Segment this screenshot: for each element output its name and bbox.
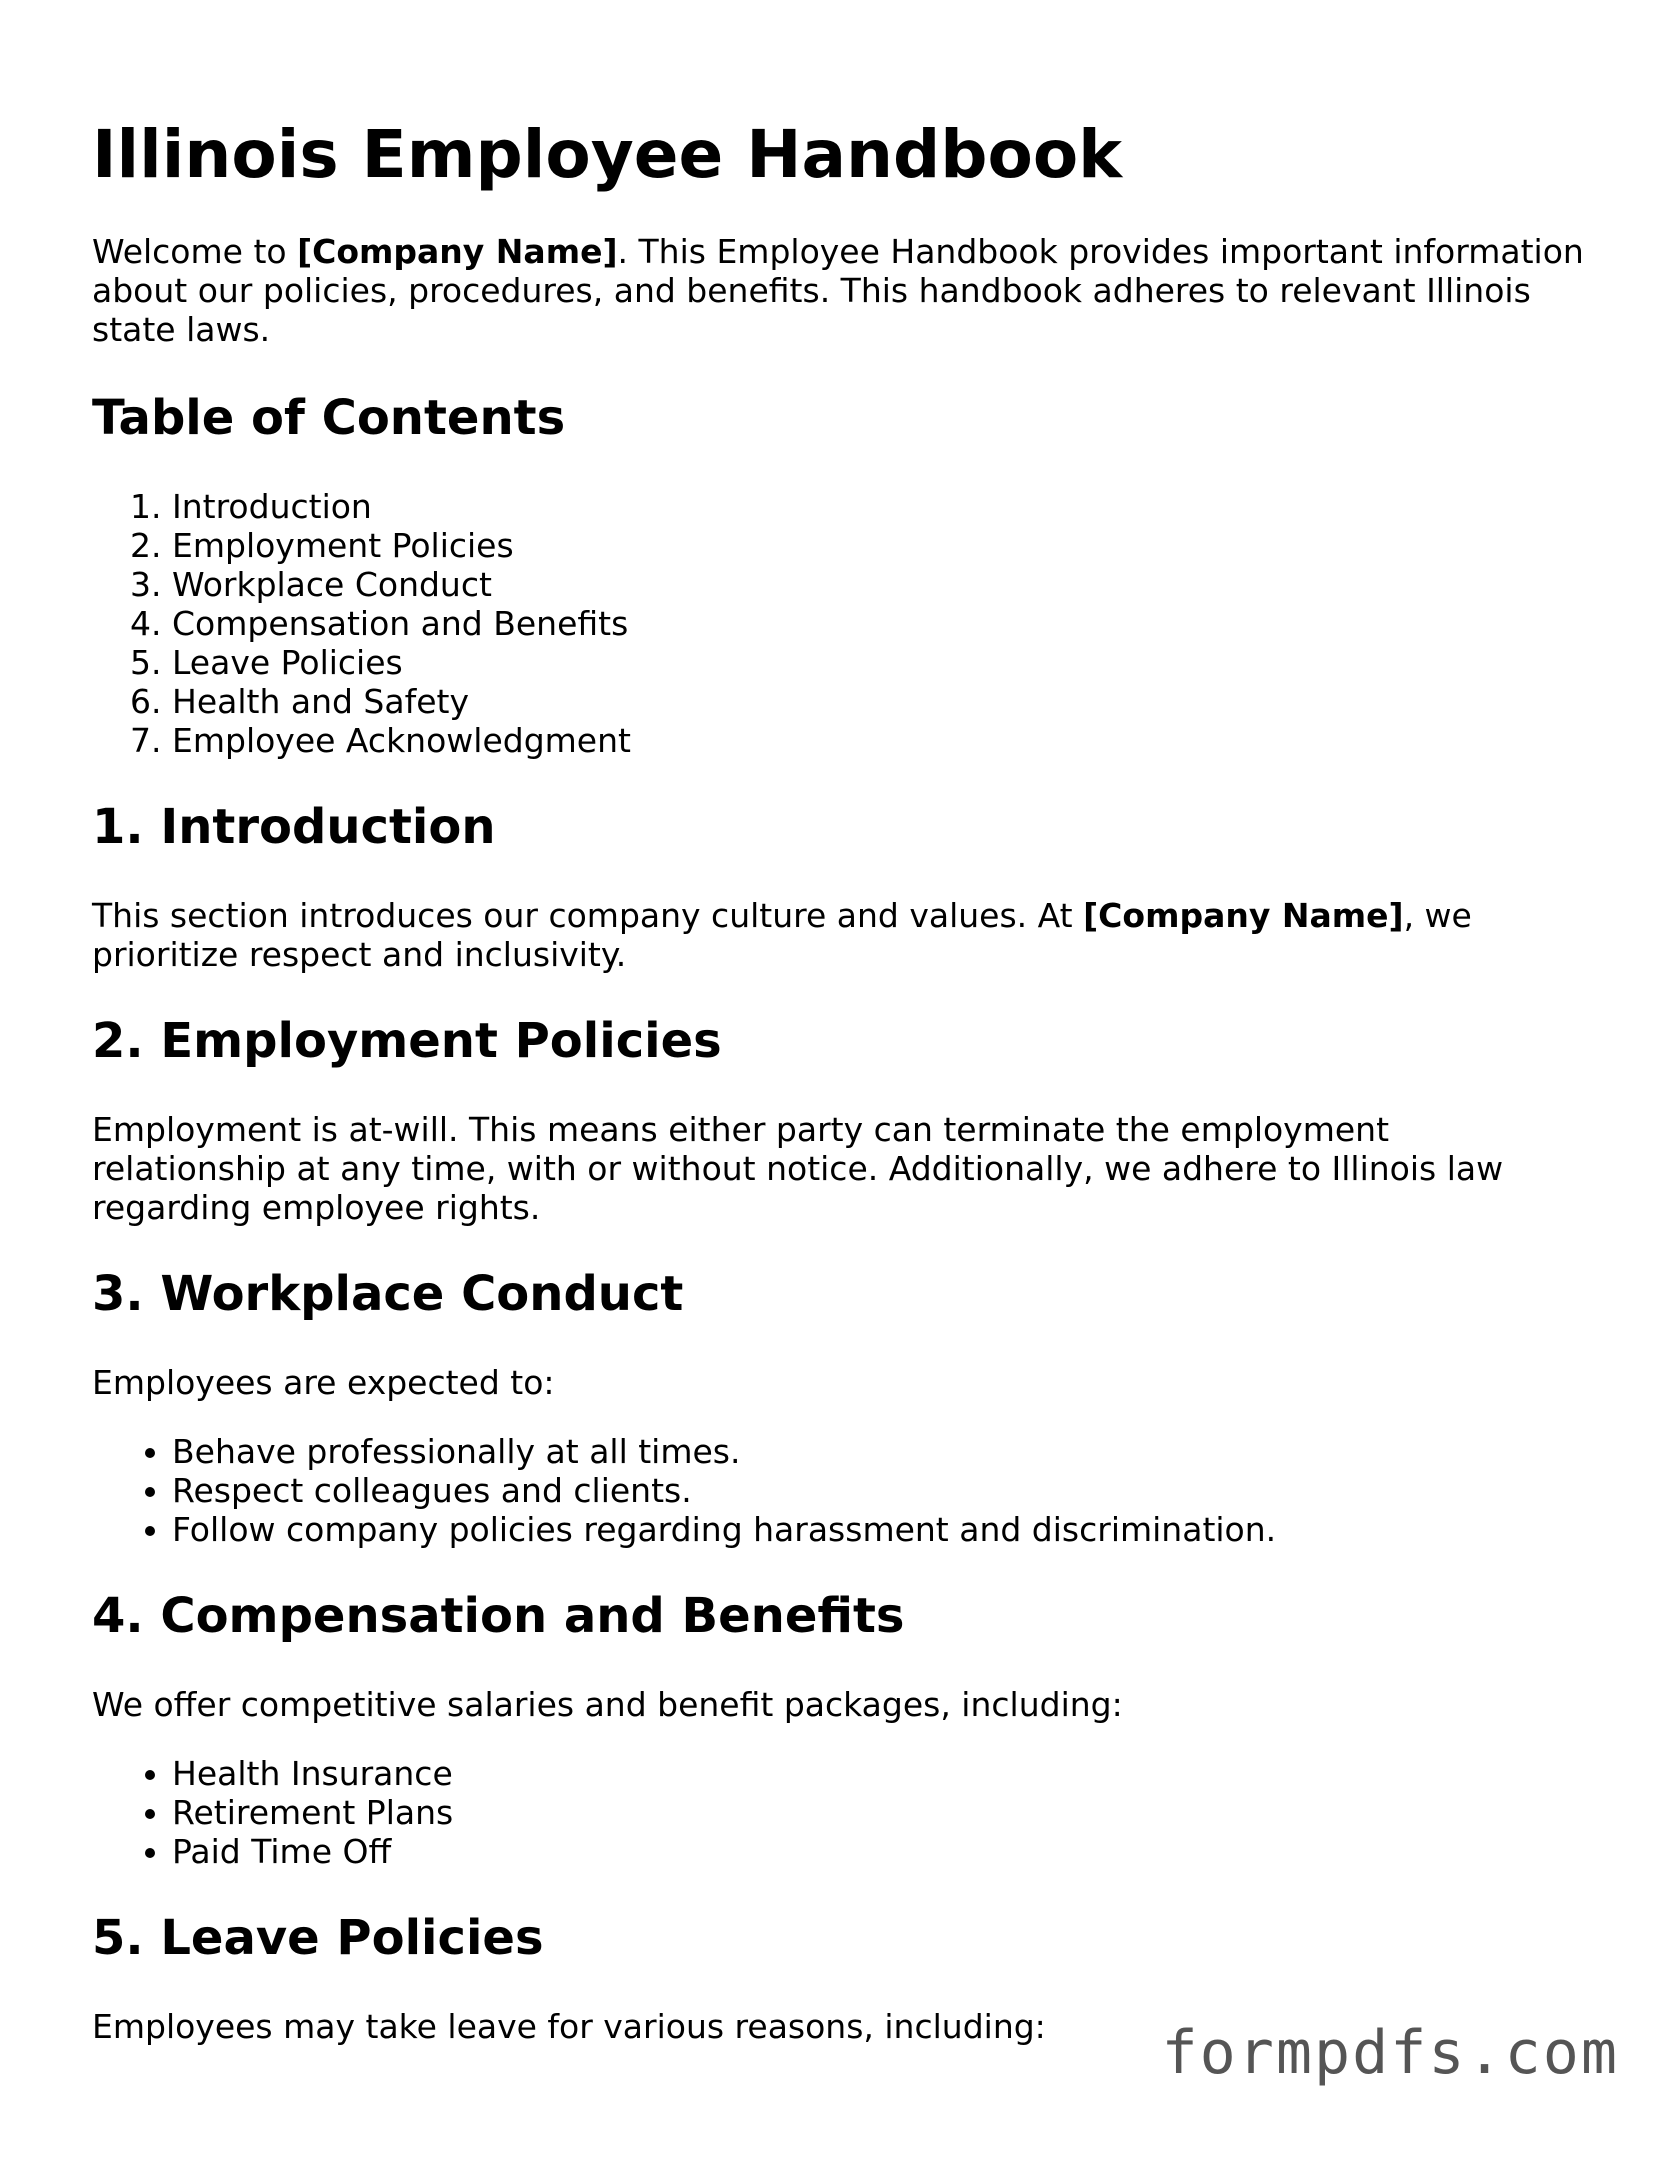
section-compensation-lead: We offer competitive salaries and benefit packages, including:: [92, 1685, 1123, 1724]
document-title: Illinois Employee Handbook: [92, 116, 1123, 193]
section-conduct-lead: Employees are expected to:: [92, 1363, 555, 1402]
section-introduction-text: [92, 896, 1592, 974]
toc-item: 4. Compensation and Benefits: [172, 604, 1592, 643]
intro-prefix: Welcome to: [92, 232, 298, 271]
intro-suffix: . This Employee Handbook provides important information about our policies, procedures, and benefits. This handbook adheres to relevant Illinois state laws.: [92, 232, 1584, 349]
toc-item: 2. Employment Policies: [172, 526, 1592, 565]
introduction-suffix: , we prioritize respect and inclusivity.: [92, 896, 1472, 974]
toc-item: 3. Workplace Conduct: [172, 565, 1592, 604]
list-item: • Behave professionally at all times.: [172, 1432, 1592, 1471]
table-of-contents: [92, 487, 1592, 760]
toc-item: 6. Health and Safety: [172, 682, 1592, 721]
toc-item: 5. Leave Policies: [172, 643, 1592, 682]
list-item: • Retirement Plans: [172, 1793, 1592, 1832]
section-employment-text: Employment is at-will. This means either party can terminate the employment relationship at any time, with or without notice. Additionally, we adhere to Illinois law regarding employee rights.: [92, 1110, 1504, 1227]
benefits-list: [92, 1754, 1592, 1871]
toc-item: 1. Introduction: [172, 487, 1592, 526]
section-leave-heading: 5. Leave Policies: [92, 1910, 544, 1966]
section-conduct-heading: 3. Workplace Conduct: [92, 1266, 684, 1322]
document-page: [92, 0, 1592, 2046]
list-item: • Respect colleagues and clients.: [172, 1471, 1592, 1510]
watermark: formpdfs.com: [1161, 2018, 1619, 2088]
list-item: • Follow company policies regarding harassment and discrimination.: [172, 1510, 1592, 1549]
toc-item: 7. Employee Acknowledgment: [172, 721, 1592, 760]
section-compensation-heading: 4. Compensation and Benefits: [92, 1588, 905, 1644]
introduction-prefix: This section introduces our company culture and values. At: [92, 896, 1084, 935]
intro-paragraph: [92, 232, 1592, 349]
toc-heading: Table of Contents: [92, 390, 566, 446]
company-name-placeholder: [Company Name]: [297, 232, 618, 271]
section-employment-heading: 2. Employment Policies: [92, 1013, 722, 1069]
section-leave-lead: Employees may take leave for various reasons, including:: [92, 2007, 1046, 2046]
list-item: • Health Insurance: [172, 1754, 1592, 1793]
list-item: • Paid Time Off: [172, 1832, 1592, 1871]
conduct-list: [92, 1432, 1592, 1549]
company-name-placeholder: [Company Name]: [1083, 896, 1404, 935]
section-introduction-heading: 1. Introduction: [92, 799, 496, 855]
